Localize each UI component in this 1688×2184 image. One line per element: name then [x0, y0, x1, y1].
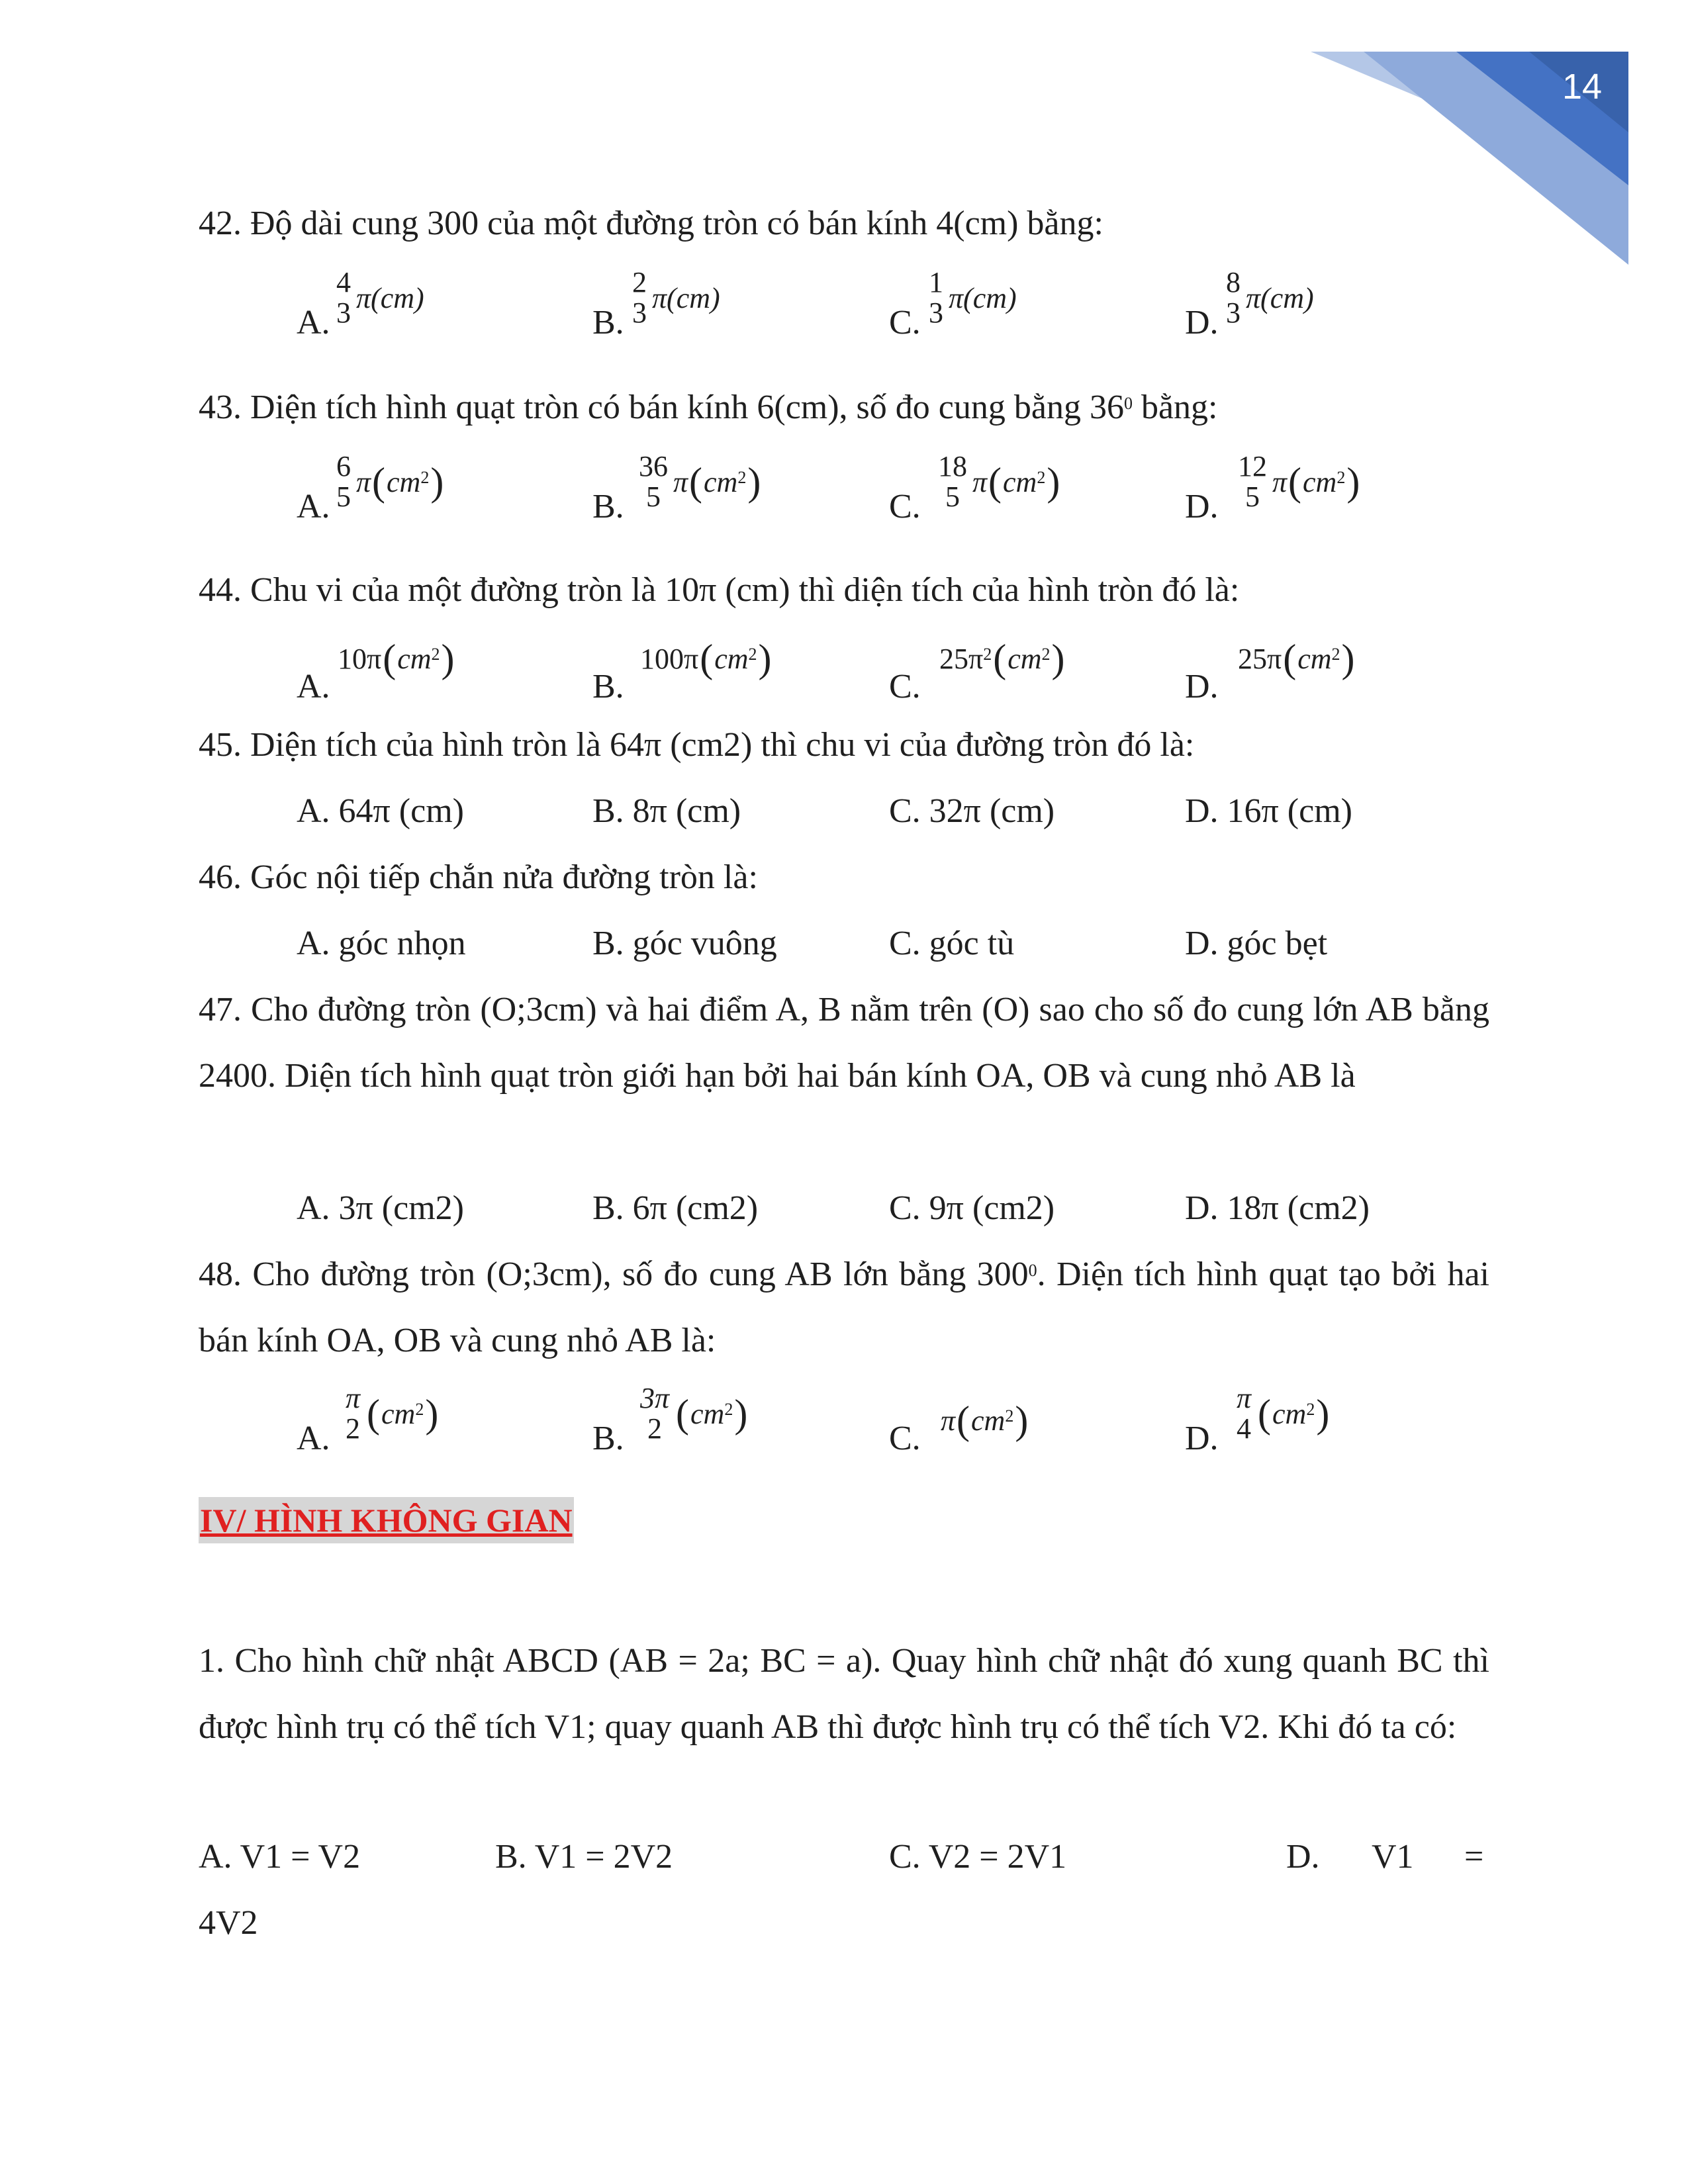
q47-option-d: D. 18π (cm2) — [1185, 1189, 1370, 1227]
page-number: 14 — [1562, 67, 1603, 107]
q46-option-d: D. góc bẹt — [1185, 925, 1328, 962]
q45-option-c: C. 32π (cm) — [889, 792, 1055, 830]
space-q1-option-b: B. V1 = 2V2 — [495, 1838, 673, 1876]
space-q1-option-d-rhs: 4V2 — [199, 1904, 258, 1942]
q48-options: A. π 2 ( cm $^2$ ) B. 3π 2 ( cm $^2$ ) C. π ( cm $^2$ ) D. π 4 ( cm $^2$ ) — [297, 1382, 1330, 1457]
q47-option-b: B. 6π (cm2) — [592, 1189, 759, 1227]
question-48: 48. Cho đường tròn (O;3cm), số đo cung AB lớn bằng $300^0$. Diện tích hình quạt tạo bởi hai bán kính OA, OB và cung nhỏ AB là: — [199, 1255, 1490, 1359]
section-heading: IV/ HÌNH KHÔNG GIAN — [199, 1497, 574, 1543]
q47-option-c: C. 9π (cm2) — [889, 1189, 1055, 1227]
question-45: 45. Diện tích của hình tròn là 64π (cm2) thì chu vi của đường tròn đó là: — [199, 726, 1195, 764]
question-46: 46. Góc nội tiếp chắn nửa đường tròn là: — [199, 858, 758, 896]
q45-option-b: B. 8π (cm) — [592, 792, 741, 830]
q45-option-a: A. 64π (cm) — [297, 792, 464, 830]
question-44: 44. Chu vi của một đường tròn là 10π (cm) thì diện tích của hình tròn đó là: — [199, 571, 1240, 609]
space-q1-option-d-lhs: V1 — [1372, 1838, 1414, 1876]
q46-option-c: C. góc tù — [889, 925, 1015, 962]
space-q1-option-d-equals: = — [1464, 1838, 1484, 1876]
q44-options: A. 10π ( cm $^2$ ) B. 100π ( cm $^2$ ) C. 25π $^2$ ( cm $^2$ ) D. 25π ( cm $^2$ ) — [297, 636, 1355, 705]
space-q1-option-a: A. V1 = V2 — [199, 1838, 361, 1876]
q45-option-d: D. 16π (cm) — [1185, 792, 1352, 830]
q43-options: A. 6 5 π ( cm $^2$ ) B. 36 5 π ( cm $^2$ ) C. 18 5 π ( cm $^2$ ) D. 12 5 π ( cm $^2$ ) — [297, 450, 1360, 525]
q42-options: A. 4 3 π(cm) B. 2 3 π(cm) C. 1 3 π(cm) D. 8 3 π(cm) — [297, 266, 1314, 341]
question-47: 47. Cho đường tròn (O;3cm) và hai điểm A, B nằm trên (O) sao cho số đo cung lớn AB bằng 2400. Diện tích hình quạt tròn giới hạn bởi hai bán kính OA, OB và cung nhỏ AB là — [199, 991, 1489, 1095]
space-question-1: 1. Cho hình chữ nhật ABCD (AB = 2a; BC = a). Quay hình chữ nhật đó xung quanh BC thì được hình trụ có thể tích V1; quay quanh AB thì được hình trụ có thể tích V2. Khi đó ta có: — [199, 1642, 1489, 1746]
q46-option-b: B. góc vuông — [592, 925, 777, 962]
question-42: 42. Độ dài cung 300 của một đường tròn có bán kính 4(cm) bằng: — [199, 205, 1103, 242]
q47-option-a: A. 3π (cm2) — [297, 1189, 464, 1227]
space-q1-option-c: C. V2 = 2V1 — [889, 1838, 1067, 1876]
q46-option-a: A. góc nhọn — [297, 925, 466, 962]
question-43: 43. Diện tích hình quạt tròn có bán kính 6(cm), số đo cung bằng $36^0$ bằng: — [199, 388, 1218, 426]
space-q1-option-d-label: D. — [1286, 1838, 1320, 1876]
